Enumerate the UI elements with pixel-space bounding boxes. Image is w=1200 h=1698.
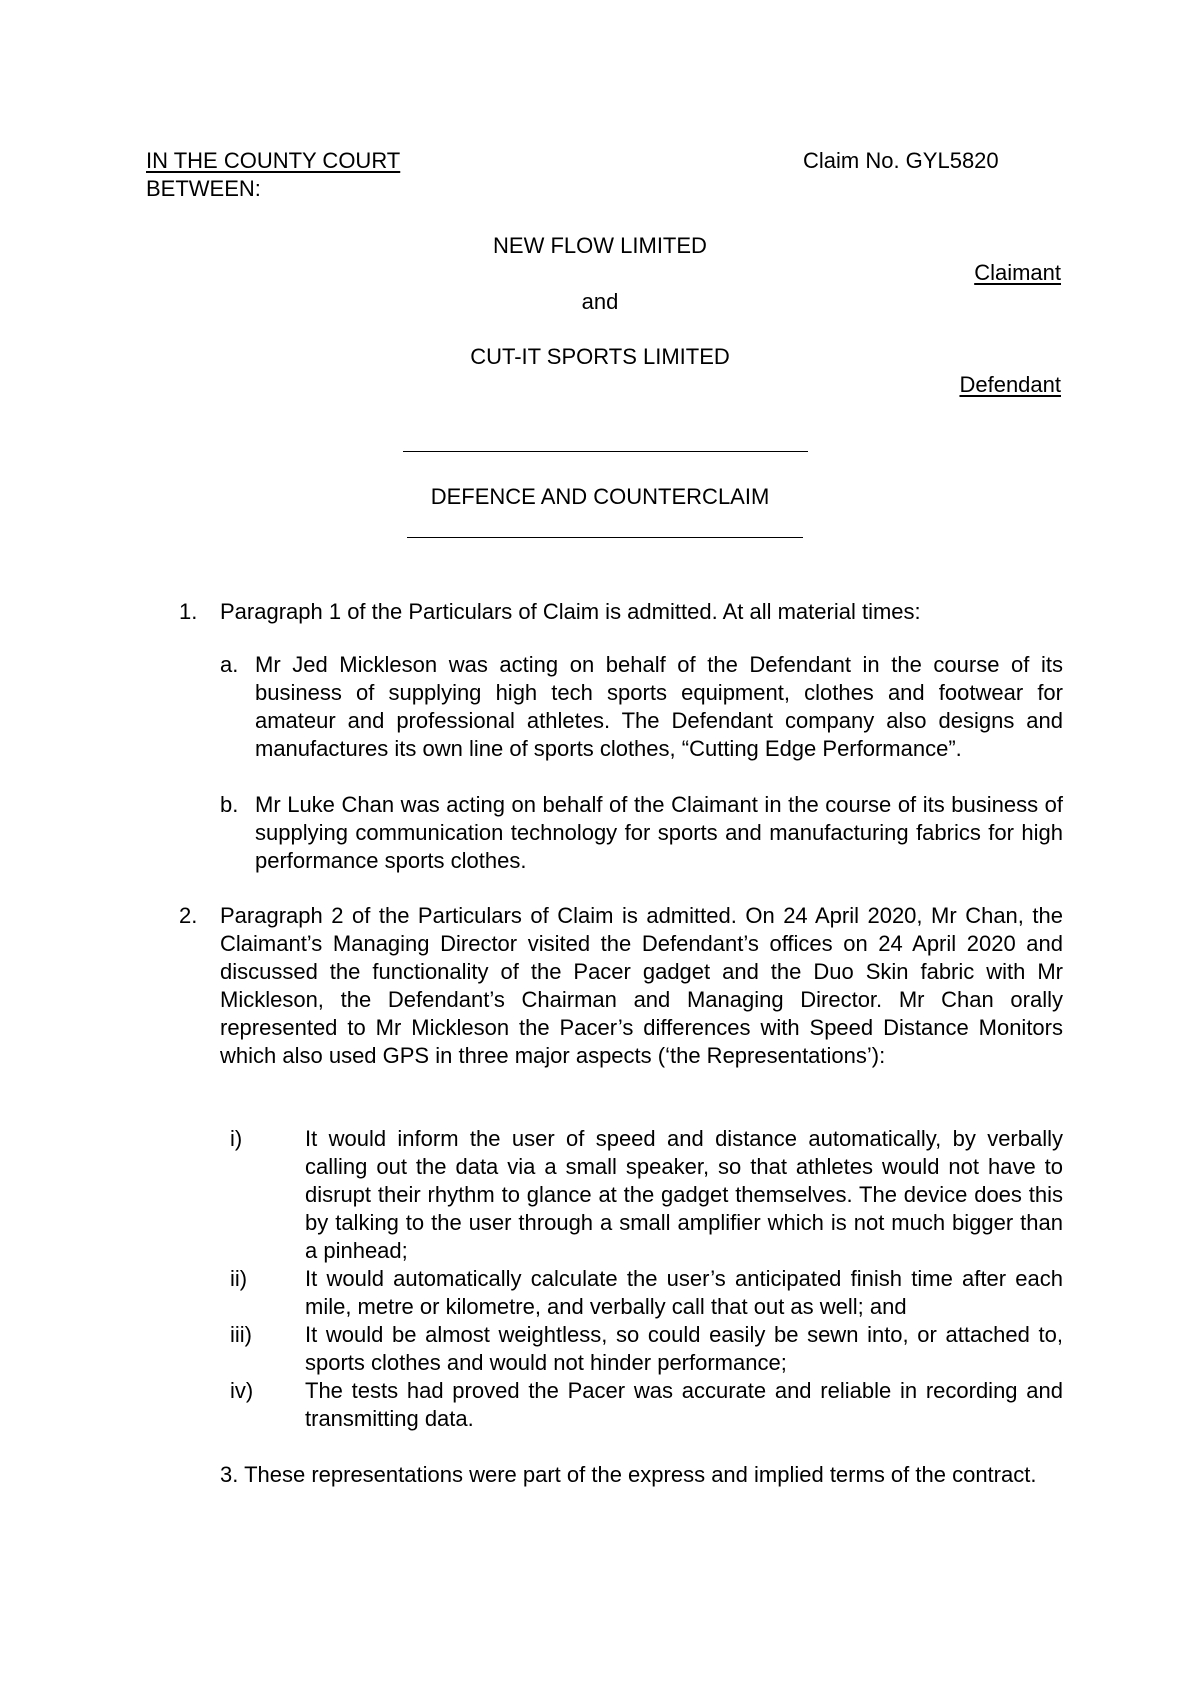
paragraph-1b-text: Mr Luke Chan was acting on behalf of the Claimant in the course of its business of supplying communication technology for sports and manufacturing fabrics for high performance sports clothes.	[255, 792, 1063, 873]
title-rule-top	[403, 451, 808, 452]
claimant-role: Claimant	[974, 260, 1061, 285]
court-heading: IN THE COUNTY COURT	[146, 148, 401, 173]
representation-i-marker: i)	[230, 1126, 243, 1151]
defendant-name: CUT-IT SPORTS LIMITED	[470, 344, 730, 369]
document-title: DEFENCE AND COUNTERCLAIM	[430, 484, 770, 509]
claimant-name: NEW FLOW LIMITED	[493, 233, 707, 258]
representation-iii-text: It would be almost weightless, so could easily be sewn into, or attached to, sports clothes and would not hinder performance;	[305, 1322, 1063, 1375]
and-label: and	[581, 289, 619, 314]
representation-iv-text: The tests had proved the Pacer was accurate and reliable in recording and transmitting data.	[305, 1378, 1063, 1431]
between-label: BETWEEN:	[146, 176, 261, 201]
paragraph-1-number: 1.	[179, 599, 198, 624]
paragraph-1a-text: Mr Jed Mickleson was acting on behalf of the Defendant in the course of its business of supplying high tech sports equipment, clothes and footwear for amateur and professional athletes. The Defendant company also designs and manufactures its own line of sports clothes, “Cutting Edge Performance”.	[255, 652, 1063, 761]
representation-ii-marker: ii)	[230, 1266, 248, 1291]
paragraph-2-text: Paragraph 2 of the Particulars of Claim is admitted. On 24 April 2020, Mr Chan, the Claimant’s Managing Director visited the Defendant’s offices on 24 April 2020 and discussed the functionality of the Pacer gadget and the Duo Skin fabric with Mr Mickleson, the Defendant’s Chairman and Managing Director. Mr Chan orally represented to Mr Mickleson the Pacer’s differences with Speed Distance Monitors which also used GPS in three major aspects (‘the Representations’):	[220, 903, 1063, 1068]
paragraph-1b-marker: b.	[220, 792, 239, 817]
representation-i-text: It would inform the user of speed and distance automatically, by verbally calling out the data via a small speaker, so that athletes would not have to disrupt their rhythm to glance at the gadget themselves. The device does this by talking to the user through a small amplifier which is not much bigger than a pinhead;	[305, 1126, 1063, 1263]
claim-number: Claim No. GYL5820	[803, 148, 999, 173]
representation-ii-text: It would automatically calculate the user’s anticipated finish time after each mile, metre or kilometre, and verbally call that out as well; and	[305, 1266, 1063, 1319]
title-rule-bottom	[407, 537, 803, 538]
paragraph-3-text: 3. These representations were part of the express and implied terms of the contract.	[220, 1462, 1037, 1487]
paragraph-1-text: Paragraph 1 of the Particulars of Claim is admitted. At all material times:	[220, 599, 921, 624]
representation-iii-marker: iii)	[230, 1322, 252, 1347]
paragraph-2-number: 2.	[179, 903, 198, 928]
defendant-role: Defendant	[959, 372, 1061, 397]
paragraph-1a-marker: a.	[220, 652, 239, 677]
representation-iv-marker: iv)	[230, 1378, 254, 1403]
